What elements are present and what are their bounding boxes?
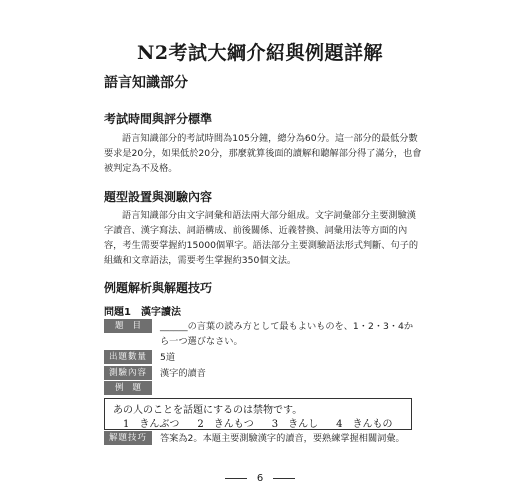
example-options xyxy=(123,415,411,430)
option-item: 2 きんもつ xyxy=(197,419,254,430)
page-footer xyxy=(0,473,520,484)
exam-paragraph: 語言知識部分的考試時間為105分鐘，總分為60分。這一部分的最低分數要求是20分，如果低於20分，那麼就算後面的讀解和聽解部分得了滿分，也會被判定為不及格。 xyxy=(104,133,422,174)
count-text: 5道 xyxy=(160,352,176,363)
question-label: 題目 xyxy=(104,319,152,333)
footer-rule-left xyxy=(225,478,247,479)
page-title: N2考試大綱介紹與例題詳解 xyxy=(136,42,384,64)
example-sentence: あの人のことを話題にするのは禁物です。 xyxy=(113,405,303,416)
footer-rule-right xyxy=(273,478,295,479)
content-text: 漢字的讀音 xyxy=(160,368,206,379)
example-label: 例題 xyxy=(104,381,152,395)
option-item: 3 きんし xyxy=(271,419,319,430)
examples-heading: 例題解析與解題技巧 xyxy=(104,281,213,295)
section-title: 語言知識部分 xyxy=(104,75,188,91)
content-label: 測驗內容 xyxy=(104,366,152,380)
answer-text: 答案為2。本題主要測驗漢字的讀音，要熟練掌握相關詞彙。 xyxy=(160,433,405,444)
answer-row xyxy=(104,431,405,446)
option-item: 1 きんぶつ xyxy=(123,419,180,430)
question-title: 問題1 漢字讀法 xyxy=(104,307,181,318)
setup-paragraph: 語言知識部分由文字詞彙和語法兩大部分組成。文字詞彙部分主要測驗漢字讀音、漢字寫法、詞語構成、前後關係、近義替換、詞彙用法等方面的內容，考生需要掌握約15000個單字。語法部分主要測驗語法形式判斷、句子的組織和文章語法，需要考生掌握約350個文法。 xyxy=(104,210,419,266)
example-box xyxy=(104,398,412,430)
count-label: 出題數量 xyxy=(104,350,152,364)
option-item: 4 きんもの xyxy=(336,419,393,430)
content-row xyxy=(104,366,206,381)
question-text: ______の言葉の読み方として最もよいものを、1・2・3・4から一つ選びなさい。 xyxy=(160,321,414,347)
question-row xyxy=(104,319,420,349)
example-row xyxy=(104,381,152,395)
count-row xyxy=(104,350,175,365)
page-number: 6 xyxy=(256,473,264,484)
answer-label: 解題技巧 xyxy=(104,431,152,445)
setup-heading: 題型設置與測驗內容 xyxy=(104,190,213,204)
exam-heading: 考試時間與評分標準 xyxy=(104,112,213,126)
